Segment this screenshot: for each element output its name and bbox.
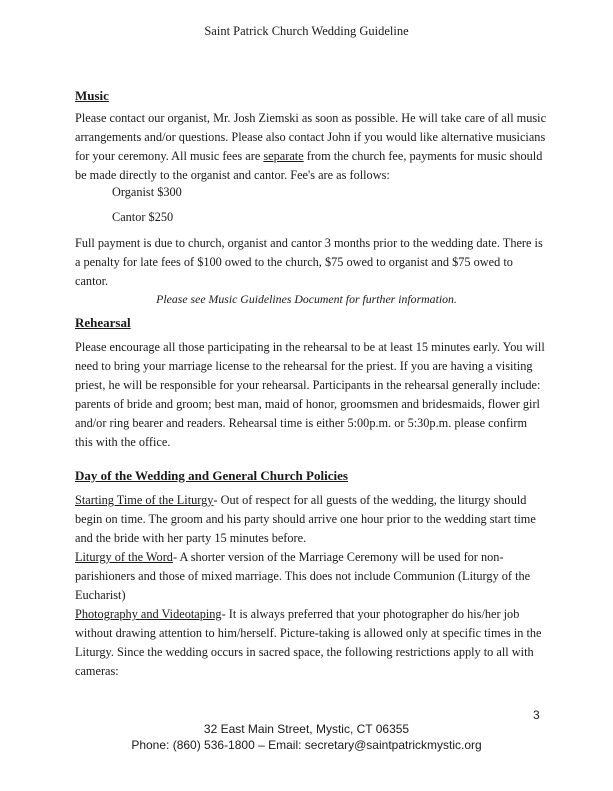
footer-address: 32 East Main Street, Mystic, CT 06355 bbox=[203, 722, 410, 736]
organist-fee: Organist $300 bbox=[112, 185, 182, 199]
liturgy-word-paragraph bbox=[75, 548, 547, 605]
rehearsal-paragraph: Please encourage all those participating in the rehearsal to be at least 15 minutes early. You will need to bring your marriage license to the rehearsal for the priest. If you are having a visiting priest, he will be responsible for your rehearsal. Participants in the rehearsal generally include: parents of bride and groom; best man, maid of honor, groomsmen and bridesmaids, flower girl and/or ring bearer and readers. Rehearsal time is either 5:00p.m. or 5:30p.m. please confirm this with the office. bbox=[75, 340, 545, 449]
music-payment-paragraph: Full payment is due to church, organist and cantor 3 months prior to the wedding date. There is a penalty for late fees of $100 owed to the church, $75 owed to organist and $75 owed to cantor. bbox=[75, 236, 543, 288]
page-header-title: Saint Patrick Church Wedding Guideline bbox=[204, 24, 409, 38]
music-heading: Music bbox=[75, 88, 109, 103]
page-number: 3 bbox=[533, 708, 540, 722]
liturgy-word-text: - A shorter version of the Marriage Ceremony will be used for non-parishioners and those of mixed marriage. This does not include Communion (Liturgy of the Eucharist) bbox=[75, 550, 531, 602]
music-intro-text-b: from the church fee, payments for music should be made directly to the organist and cantor. Fee's are as follows: bbox=[75, 149, 543, 182]
photography-label: Photography and Videotaping bbox=[75, 607, 222, 621]
music-intro-paragraph bbox=[75, 109, 547, 185]
starting-time-text: - Out of respect for all guests of the wedding, the liturgy should begin on time. The groom and his party should arrive one hour prior to the wedding start time and the bride with her party 15 minutes before. bbox=[75, 493, 536, 545]
photography-paragraph bbox=[75, 605, 547, 681]
rehearsal-heading: Rehearsal bbox=[75, 315, 131, 330]
liturgy-word-label: Liturgy of the Word bbox=[75, 550, 173, 564]
music-intro-underlined: separate bbox=[263, 149, 304, 163]
music-guidelines-note: Please see Music Guidelines Document for further information. bbox=[156, 292, 457, 306]
photography-text: - It is always preferred that your photographer do his/her job without drawing attention to him/herself. Picture-taking is allowed only at specific times in the Liturgy. Since the wedding occurs in sacred space, the following restrictions apply to all with cameras: bbox=[75, 607, 542, 678]
starting-time-label: Starting Time of the Liturgy bbox=[75, 493, 214, 507]
policies-heading: Day of the Wedding and General Church Policies bbox=[75, 468, 348, 483]
cantor-fee: Cantor $250 bbox=[112, 210, 174, 224]
footer-contact: Phone: (860) 536-1800 – Email: secretary@saintpatrickmystic.org bbox=[131, 738, 482, 752]
music-intro-text-a: Please contact our organist, Mr. Josh Ziemski as soon as possible. He will take care of all music arrangements and/or questions. Please also contact John if you would like alternative musicians for your ceremony. All music fees are bbox=[75, 111, 547, 163]
starting-time-paragraph bbox=[75, 491, 547, 548]
